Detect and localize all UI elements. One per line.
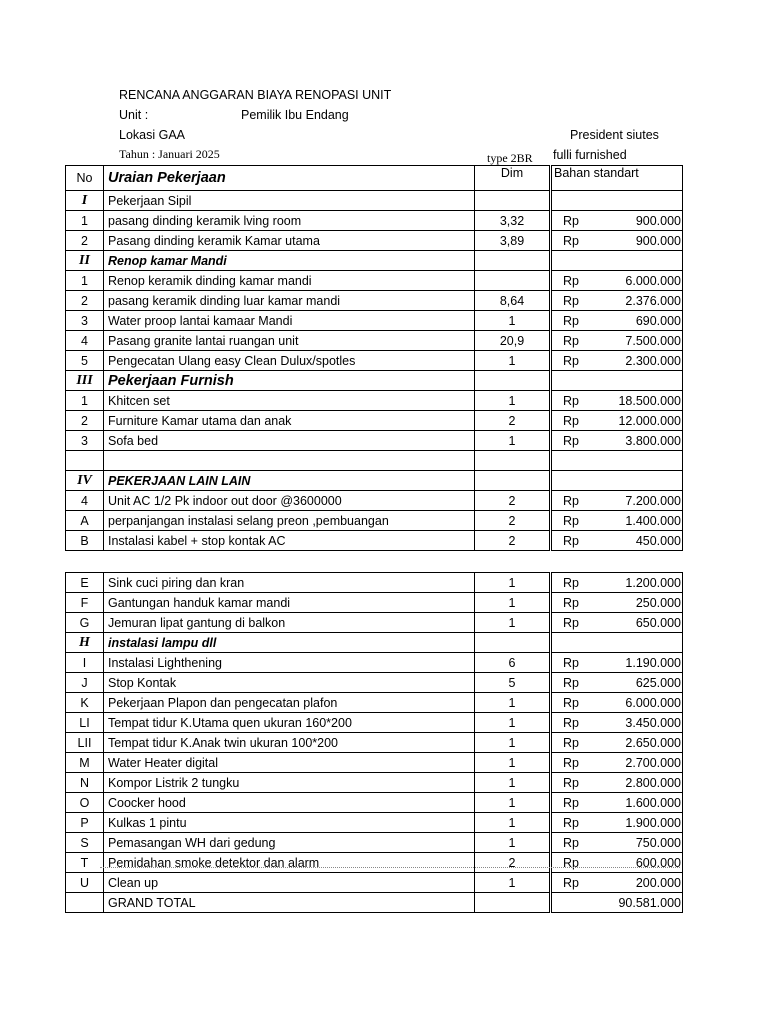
row-dimension — [475, 451, 551, 471]
table-row — [66, 311, 683, 331]
table-row — [66, 491, 683, 511]
row-number: S — [66, 833, 104, 853]
row-description: Tempat tidur K.Anak twin ukuran 100*200 — [104, 733, 475, 753]
row-description: Clean up — [104, 873, 475, 893]
row-number: LI — [66, 713, 104, 733]
row-description: Pekerjaan Furnish — [104, 371, 475, 391]
row-currency — [551, 633, 608, 653]
row-description: Instalasi Lighthening — [104, 653, 475, 673]
row-number: 1 — [66, 271, 104, 291]
row-dimension: 20,9 — [475, 331, 551, 351]
row-dimension: 1 — [475, 733, 551, 753]
col-header-bahan: Bahan standart — [551, 166, 683, 191]
row-currency: Rp — [551, 491, 608, 511]
row-description: Sink cuci piring dan kran — [104, 573, 475, 593]
row-amount: 7.500.000 — [607, 331, 683, 351]
row-amount: 200.000 — [607, 873, 683, 893]
row-amount — [607, 371, 683, 391]
table-row — [66, 833, 683, 853]
row-number: I — [66, 191, 104, 211]
row-number: 1 — [66, 211, 104, 231]
row-dimension — [475, 271, 551, 291]
col-header-desc: Uraian Pekerjaan — [104, 166, 475, 191]
row-dimension — [475, 251, 551, 271]
row-number: G — [66, 613, 104, 633]
row-dimension: 1 — [475, 753, 551, 773]
row-dimension: 2 — [475, 531, 551, 551]
row-description: Renop kamar Mandi — [104, 251, 475, 271]
row-amount — [607, 633, 683, 653]
budget-table-continued — [65, 572, 683, 913]
table-row — [66, 291, 683, 311]
table-row — [66, 191, 683, 211]
row-currency: Rp — [551, 733, 608, 753]
row-number: 3 — [66, 311, 104, 331]
row-currency: Rp — [551, 873, 608, 893]
row-description: Stop Kontak — [104, 673, 475, 693]
total-currency — [551, 893, 608, 913]
owner-name: Pemilik Ibu Endang — [241, 108, 349, 122]
row-dimension: 1 — [475, 793, 551, 813]
row-amount: 1.200.000 — [607, 573, 683, 593]
table-row — [66, 633, 683, 653]
row-currency: Rp — [551, 673, 608, 693]
row-currency: Rp — [551, 693, 608, 713]
row-amount: 650.000 — [607, 613, 683, 633]
row-amount: 450.000 — [607, 531, 683, 551]
row-number: II — [66, 251, 104, 271]
table-row — [66, 531, 683, 551]
row-number: N — [66, 773, 104, 793]
table-row — [66, 411, 683, 431]
unit-name: President siutes — [570, 128, 659, 142]
row-dimension — [475, 633, 551, 653]
grand-total-label: GRAND TOTAL — [104, 893, 475, 913]
row-currency — [551, 371, 608, 391]
row-currency: Rp — [551, 351, 608, 371]
location-label: Lokasi GAA — [119, 128, 186, 142]
row-dimension: 6 — [475, 653, 551, 673]
row-currency: Rp — [551, 531, 608, 551]
page-break-line — [100, 867, 680, 868]
row-description — [104, 451, 475, 471]
row-currency: Rp — [551, 753, 608, 773]
row-amount: 900.000 — [607, 211, 683, 231]
row-amount: 600.000 — [607, 853, 683, 873]
row-amount: 2.300.000 — [607, 351, 683, 371]
table-row — [66, 211, 683, 231]
row-currency: Rp — [551, 653, 608, 673]
row-currency: Rp — [551, 573, 608, 593]
table-header-row — [66, 166, 683, 191]
table-row — [66, 511, 683, 531]
row-description: Jemuran lipat gantung di balkon — [104, 613, 475, 633]
row-amount — [607, 251, 683, 271]
table-row — [66, 693, 683, 713]
row-number: B — [66, 531, 104, 551]
row-amount: 2.700.000 — [607, 753, 683, 773]
date-label: Tahun : Januari 2025 — [119, 147, 220, 161]
row-currency — [551, 191, 608, 211]
row-currency — [551, 451, 608, 471]
row-amount: 3.800.000 — [607, 431, 683, 451]
row-amount — [607, 471, 683, 491]
row-amount: 2.650.000 — [607, 733, 683, 753]
row-amount: 1.400.000 — [607, 511, 683, 531]
furnish-label: fulli furnished — [553, 148, 627, 162]
row-amount — [607, 451, 683, 471]
row-number — [66, 451, 104, 471]
row-dimension: 3,89 — [475, 231, 551, 251]
row-currency: Rp — [551, 713, 608, 733]
row-dimension: 1 — [475, 593, 551, 613]
row-amount: 750.000 — [607, 833, 683, 853]
row-dimension: 8,64 — [475, 291, 551, 311]
table-row — [66, 431, 683, 451]
row-dimension: 3,32 — [475, 211, 551, 231]
table-row — [66, 471, 683, 491]
row-currency: Rp — [551, 211, 608, 231]
row-currency: Rp — [551, 331, 608, 351]
row-currency: Rp — [551, 271, 608, 291]
table-row — [66, 391, 683, 411]
row-currency: Rp — [551, 291, 608, 311]
row-dimension — [475, 471, 551, 491]
unit-label: Unit : — [119, 108, 149, 122]
row-currency: Rp — [551, 833, 608, 853]
row-dimension: 1 — [475, 813, 551, 833]
row-description: Pasang dinding keramik Kamar utama — [104, 231, 475, 251]
table-row — [66, 853, 683, 873]
row-dimension: 2 — [475, 511, 551, 531]
row-description: Instalasi kabel + stop kontak AC — [104, 531, 475, 551]
row-amount: 6.000.000 — [607, 693, 683, 713]
row-number: 2 — [66, 411, 104, 431]
total-no — [66, 893, 104, 913]
row-amount: 12.000.000 — [607, 411, 683, 431]
row-number: 5 — [66, 351, 104, 371]
row-currency — [551, 471, 608, 491]
row-description: Pekerjaan Plapon dan pengecatan plafon — [104, 693, 475, 713]
table-row — [66, 733, 683, 753]
table-row — [66, 713, 683, 733]
row-amount: 1.900.000 — [607, 813, 683, 833]
row-amount: 1.600.000 — [607, 793, 683, 813]
table-row — [66, 371, 683, 391]
row-currency: Rp — [551, 431, 608, 451]
row-number: 4 — [66, 331, 104, 351]
budget-table-main — [65, 165, 683, 551]
row-description: Unit AC 1/2 Pk indoor out door @3600000 — [104, 491, 475, 511]
grand-total-row — [66, 893, 683, 913]
row-currency — [551, 251, 608, 271]
row-dimension: 2 — [475, 411, 551, 431]
row-amount: 250.000 — [607, 593, 683, 613]
row-amount: 690.000 — [607, 311, 683, 331]
table-row — [66, 351, 683, 371]
table-row — [66, 271, 683, 291]
row-dimension: 1 — [475, 713, 551, 733]
row-currency: Rp — [551, 813, 608, 833]
row-amount: 7.200.000 — [607, 491, 683, 511]
row-dimension: 1 — [475, 391, 551, 411]
row-dimension: 2 — [475, 853, 551, 873]
row-number: I — [66, 653, 104, 673]
row-number: U — [66, 873, 104, 893]
table-row — [66, 331, 683, 351]
table-row — [66, 251, 683, 271]
row-description: Tempat tidur K.Utama quen ukuran 160*200 — [104, 713, 475, 733]
row-dimension: 1 — [475, 431, 551, 451]
row-number: P — [66, 813, 104, 833]
table-row — [66, 593, 683, 613]
document-title: RENCANA ANGGARAN BIAYA RENOPASI UNIT — [119, 88, 392, 102]
row-number: F — [66, 593, 104, 613]
row-number: 2 — [66, 291, 104, 311]
row-amount: 3.450.000 — [607, 713, 683, 733]
row-number: III — [66, 371, 104, 391]
row-number: 4 — [66, 491, 104, 511]
row-number: 3 — [66, 431, 104, 451]
row-description: Pekerjaan Sipil — [104, 191, 475, 211]
row-dimension: 1 — [475, 351, 551, 371]
row-amount: 625.000 — [607, 673, 683, 693]
row-dimension — [475, 191, 551, 211]
table-row — [66, 573, 683, 593]
row-description: Pengecatan Ulang easy Clean Dulux/spotles — [104, 351, 475, 371]
row-dimension: 1 — [475, 573, 551, 593]
row-description: pasang dinding keramik lving room — [104, 211, 475, 231]
row-description: Furniture Kamar utama dan anak — [104, 411, 475, 431]
table-row — [66, 653, 683, 673]
row-description: PEKERJAAN LAIN LAIN — [104, 471, 475, 491]
row-description: Coocker hood — [104, 793, 475, 813]
row-description: Gantungan handuk kamar mandi — [104, 593, 475, 613]
row-currency: Rp — [551, 593, 608, 613]
row-amount: 2.376.000 — [607, 291, 683, 311]
row-number: H — [66, 633, 104, 653]
table-row — [66, 673, 683, 693]
table-row — [66, 451, 683, 471]
row-number: T — [66, 853, 104, 873]
row-number: 1 — [66, 391, 104, 411]
table-row — [66, 613, 683, 633]
col-header-dim: Dim — [475, 166, 551, 191]
row-description: Water Heater digital — [104, 753, 475, 773]
row-description: Sofa bed — [104, 431, 475, 451]
table-row — [66, 773, 683, 793]
row-amount: 18.500.000 — [607, 391, 683, 411]
row-description: Pemasangan WH dari gedung — [104, 833, 475, 853]
row-dimension: 1 — [475, 311, 551, 331]
row-dimension: 1 — [475, 833, 551, 853]
row-amount: 6.000.000 — [607, 271, 683, 291]
row-amount: 900.000 — [607, 231, 683, 251]
row-number: O — [66, 793, 104, 813]
row-number: E — [66, 573, 104, 593]
row-description: Khitcen set — [104, 391, 475, 411]
row-dimension — [475, 371, 551, 391]
row-dimension: 1 — [475, 693, 551, 713]
row-description: Kompor Listrik 2 tungku — [104, 773, 475, 793]
row-description: Water proop lantai kamaar Mandi — [104, 311, 475, 331]
row-currency: Rp — [551, 311, 608, 331]
row-dimension: 1 — [475, 613, 551, 633]
row-description: instalasi lampu dll — [104, 633, 475, 653]
row-number: M — [66, 753, 104, 773]
row-dimension: 1 — [475, 773, 551, 793]
row-number: LII — [66, 733, 104, 753]
row-currency: Rp — [551, 391, 608, 411]
row-currency: Rp — [551, 231, 608, 251]
total-dim — [475, 893, 551, 913]
row-number: 2 — [66, 231, 104, 251]
row-number: A — [66, 511, 104, 531]
row-number: K — [66, 693, 104, 713]
row-amount — [607, 191, 683, 211]
row-description: perpanjangan instalasi selang preon ,pembuangan — [104, 511, 475, 531]
table-row — [66, 813, 683, 833]
row-amount: 1.190.000 — [607, 653, 683, 673]
table-row — [66, 793, 683, 813]
row-description: Kulkas 1 pintu — [104, 813, 475, 833]
row-description: Pasang granite lantai ruangan unit — [104, 331, 475, 351]
table-row — [66, 231, 683, 251]
row-number: IV — [66, 471, 104, 491]
table-row — [66, 753, 683, 773]
row-currency: Rp — [551, 793, 608, 813]
unit-type: type 2BR — [487, 151, 533, 165]
row-description: Pemidahan smoke detektor dan alarm — [104, 853, 475, 873]
row-amount: 2.800.000 — [607, 773, 683, 793]
table-row — [66, 873, 683, 893]
row-dimension: 2 — [475, 491, 551, 511]
row-currency: Rp — [551, 773, 608, 793]
row-dimension: 1 — [475, 873, 551, 893]
row-description: pasang keramik dinding luar kamar mandi — [104, 291, 475, 311]
row-dimension: 5 — [475, 673, 551, 693]
row-number: J — [66, 673, 104, 693]
row-currency: Rp — [551, 411, 608, 431]
row-currency: Rp — [551, 853, 608, 873]
grand-total-amount: 90.581.000 — [607, 893, 683, 913]
row-currency: Rp — [551, 613, 608, 633]
col-header-no: No — [66, 166, 104, 191]
row-currency: Rp — [551, 511, 608, 531]
row-description: Renop keramik dinding kamar mandi — [104, 271, 475, 291]
